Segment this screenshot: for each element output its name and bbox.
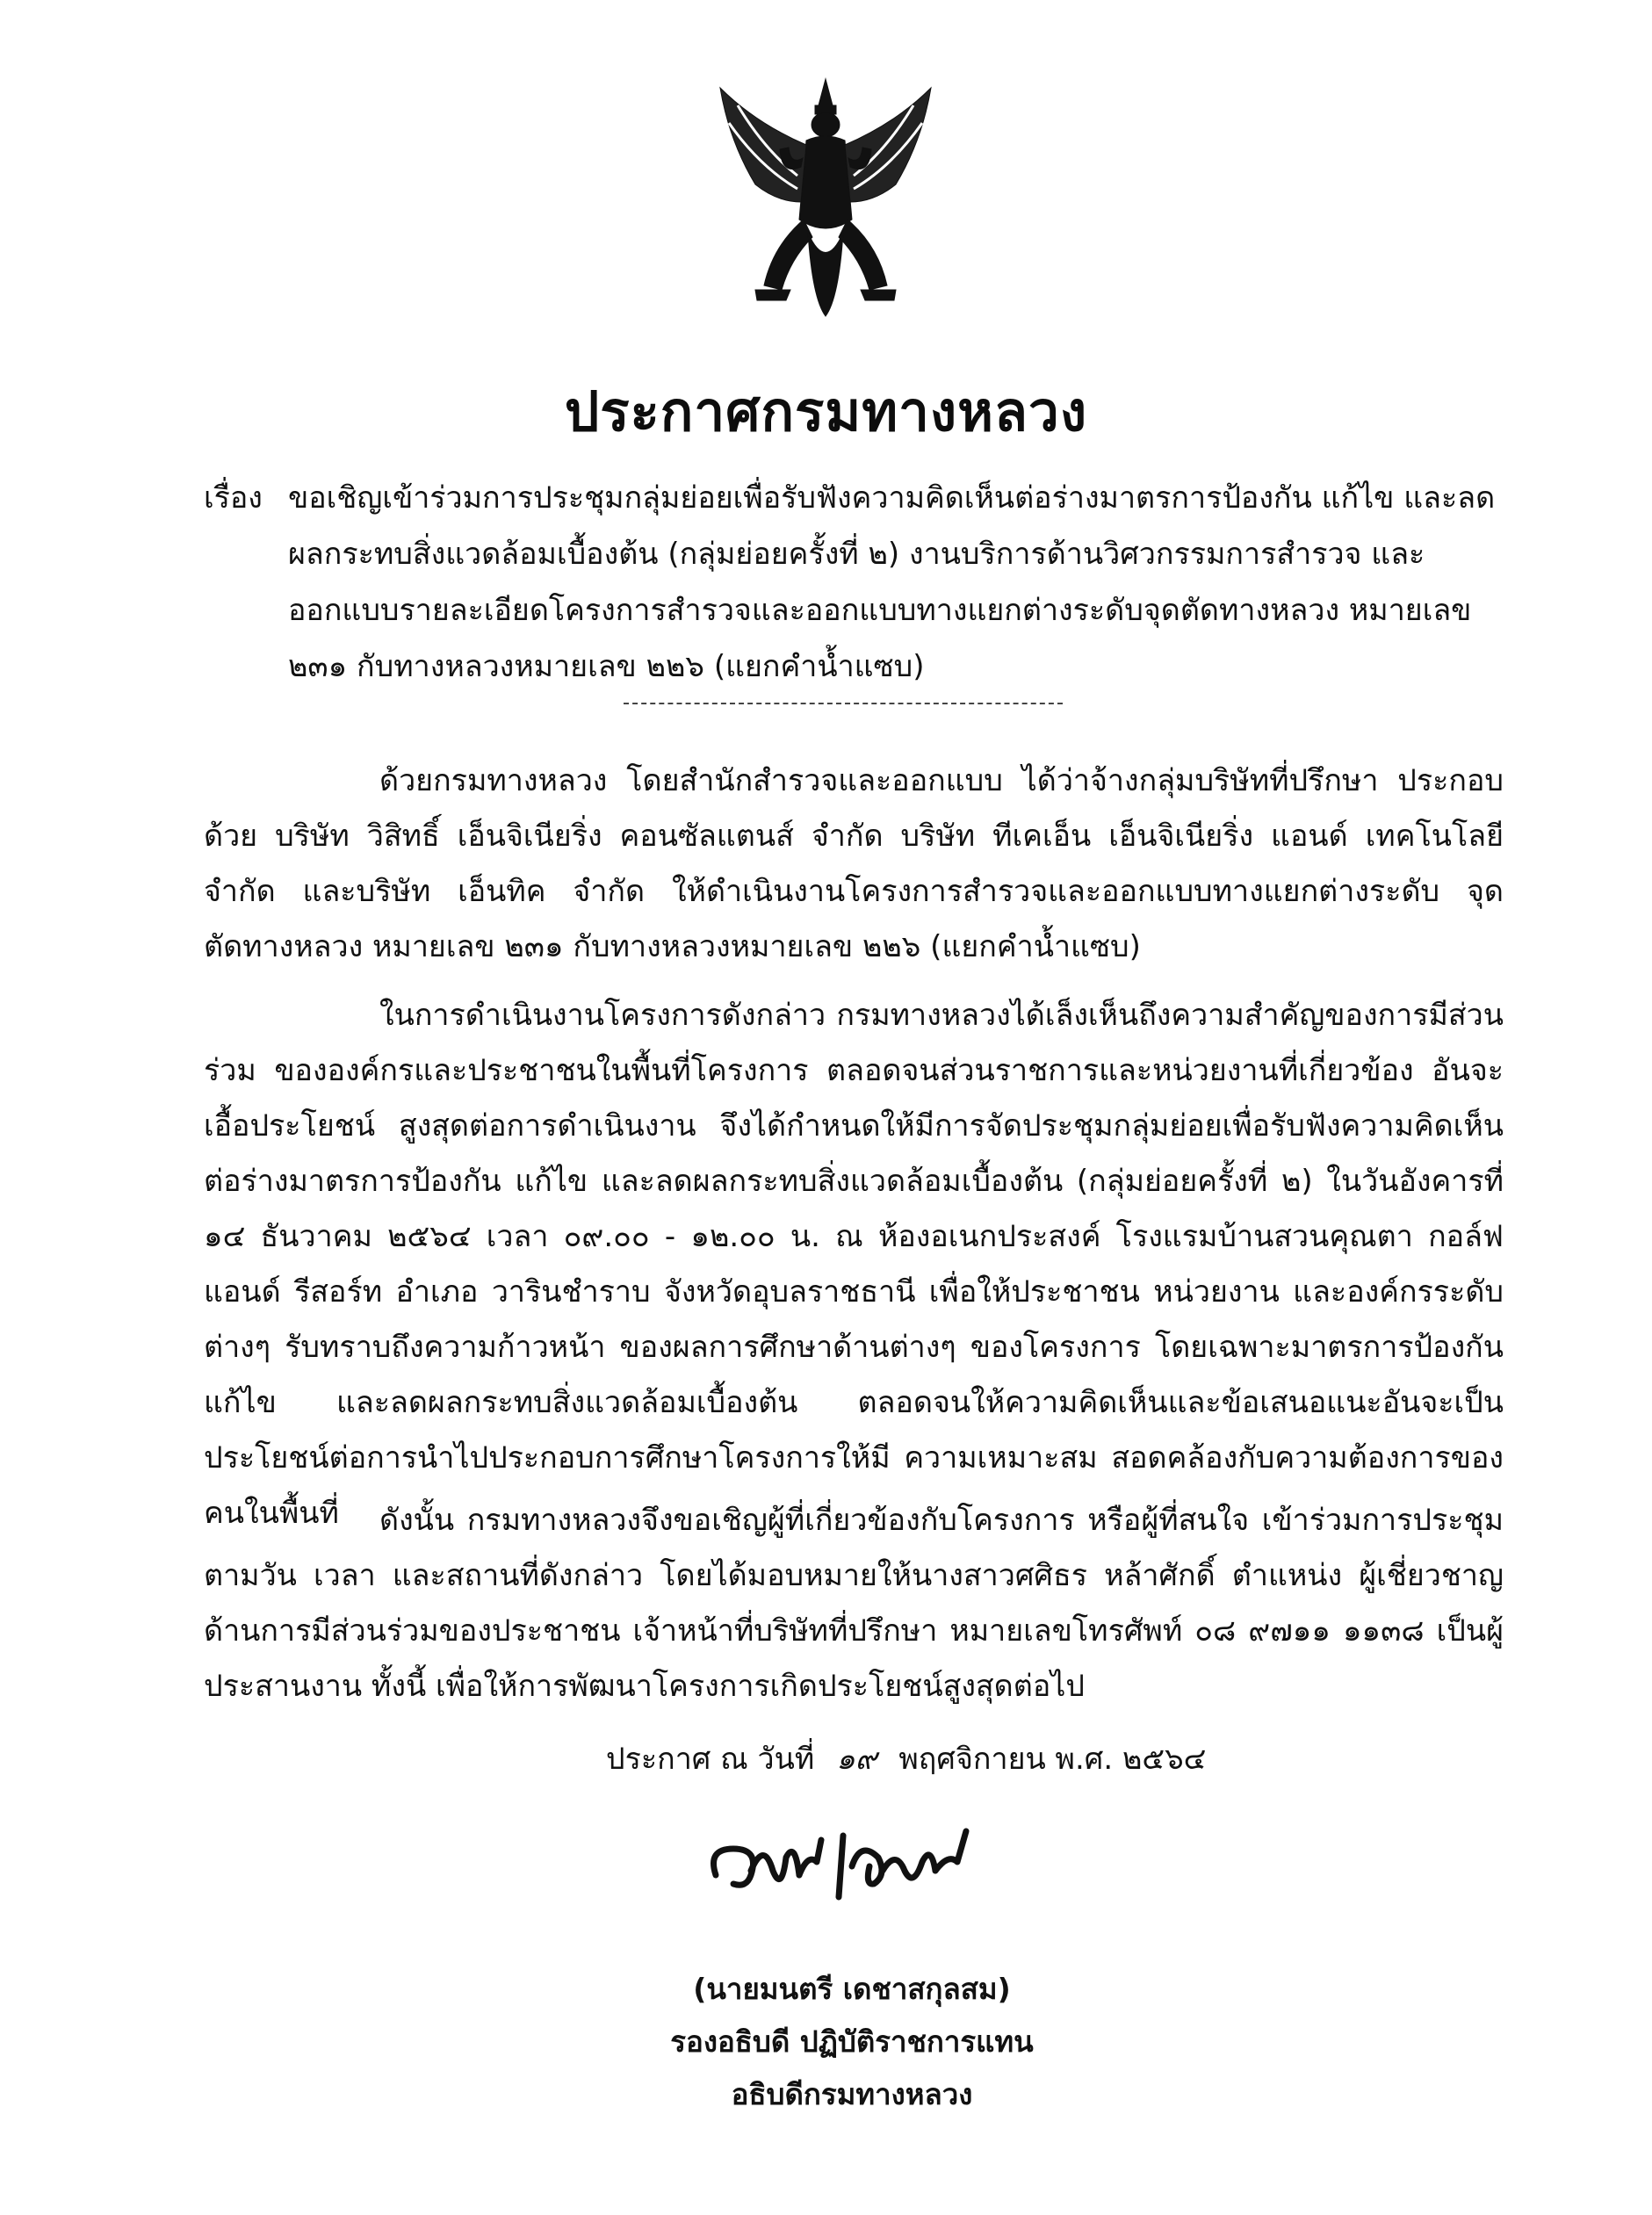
announcement-prefix: ประกาศ ณ วันที่ <box>606 1742 815 1777</box>
announcement-month-year: พฤศจิกายน พ.ศ. ๒๕๖๔ <box>898 1742 1207 1777</box>
signatory-department: อธิบดีกรมทางหลวง <box>731 2077 973 2111</box>
announcement-day: ๑๙ <box>836 1742 877 1777</box>
subject-text: ขอเชิญเข้าร่วมการประชุมกลุ่มย่อยเพื่อรับฟังความคิดเห็นต่อร่างมาตรการป้องกัน แก้ไข และลดผลกระทบสิ่งแวดล้อมเบื้องต้น (กลุ่มย่อยครั้งที่ ๒) งานบริการด้านวิศวกรรมการสำรวจ และออกแบบรายละเอียดโครงการสำรวจและออกแบบทางแยกต่างระดับจุดตัดทางหลวง หมายเลข ๒๓๑ กับทางหลวงหมายเลข ๒๒๖ (แยกคำน้ำแซบ) <box>288 480 1496 684</box>
garuda-emblem-icon <box>703 70 949 325</box>
handwritten-signature-icon <box>698 1822 988 1910</box>
signatory-position: รองอธิบดี ปฏิบัติราชการแทน <box>670 2024 1034 2059</box>
announcement-date-line <box>606 1733 1309 1786</box>
signatory-name: (นายมนตรี เดชาสกุลสม) <box>693 1972 1011 2006</box>
body-paragraph-1: ด้วยกรมทางหลวง โดยสำนักสำรวจและออกแบบ ได้ว่าจ้างกลุ่มบริษัทที่ปรึกษา ประกอบด้วย บริษัท วิสิทธิ์ เอ็นจิเนียริ่ง คอนซัลแตนส์ จำกัด บริษัท ทีเคเอ็น เอ็นจิเนียริ่ง แอนด์ เทคโนโลยี จำกัด และบริษัท เอ็นทิค จำกัด ให้ดำเนินงานโครงการสำรวจและออกแบบทางแยกต่างระดับ จุดตัดทางหลวง หมายเลข ๒๓๑ กับทางหลวงหมายเลข ๒๒๖ (แยกคำน้ำแซบ) <box>204 763 1504 964</box>
body-paragraph-3: ดังนั้น กรมทางหลวงจึงขอเชิญผู้ที่เกี่ยวข้องกับโครงการ หรือผู้ที่สนใจ เข้าร่วมการประชุม ตามวัน เวลา และสถานที่ดังกล่าว โดยได้มอบหมายให้นางสาวศศิธร หล้าศักดิ์ ตำแหน่ง ผู้เชี่ยวชาญ ด้านการมีส่วนร่วมของประชาชน เจ้าหน้าที่บริษัทที่ปรึกษา หมายเลขโทรศัพท์ ๐๘ ๙๗๑๑ ๑๑๓๘ เป็นผู้ประสานงาน ทั้งนี้ เพื่อให้การพัฒนาโครงการเกิดประโยชน์สูงสุดต่อไป <box>204 1503 1504 1704</box>
section-divider <box>624 703 1063 704</box>
page-title: ประกาศกรมทางหลวง <box>564 379 1088 444</box>
body-paragraph-2: ในการดำเนินงานโครงการดังกล่าว กรมทางหลวงได้เล็งเห็นถึงความสำคัญของการมีส่วนร่วม ขององค์กรและประชาชนในพื้นที่โครงการ ตลอดจนส่วนราชการและหน่วยงานที่เกี่ยวข้อง อันจะเอื้อประโยชน์ สูงสุดต่อการดำเนินงาน จึงได้กำหนดให้มีการจัดประชุมกลุ่มย่อยเพื่อรับฟังความคิดเห็นต่อร่างมาตรการป้องกัน แก้ไข และลดผลกระทบสิ่งแวดล้อมเบื้องต้น (กลุ่มย่อยครั้งที่ ๒) ในวันอังคารที่ ๑๔ ธันวาคม ๒๕๖๔ เวลา ๐๙.๐๐ - ๑๒.๐๐ น. ณ ห้องอเนกประสงค์ โรงแรมบ้านสวนคุณตา กอล์ฟ แอนด์ รีสอร์ท อำเภอ วารินชำราบ จังหวัดอุบลราชธานี เพื่อให้ประชาชน หน่วยงาน และองค์กรระดับต่างๆ รับทราบถึงความก้าวหน้า ของผลการศึกษาด้านต่างๆ ของโครงการ โดยเฉพาะมาตรการป้องกัน แก้ไข และลดผลกระทบสิ่งแวดล้อมเบื้องต้น ตลอดจนให้ความคิดเห็นและข้อเสนอแนะอันจะเป็นประโยชน์ต่อการนำไปประกอบการศึกษาโครงการให้มี ความเหมาะสม สอดคล้องกับความต้องการของคนในพื้นที่ <box>204 998 1504 1531</box>
signatory-block <box>580 1963 1124 2121</box>
subject-label: เรื่อง <box>204 480 263 516</box>
